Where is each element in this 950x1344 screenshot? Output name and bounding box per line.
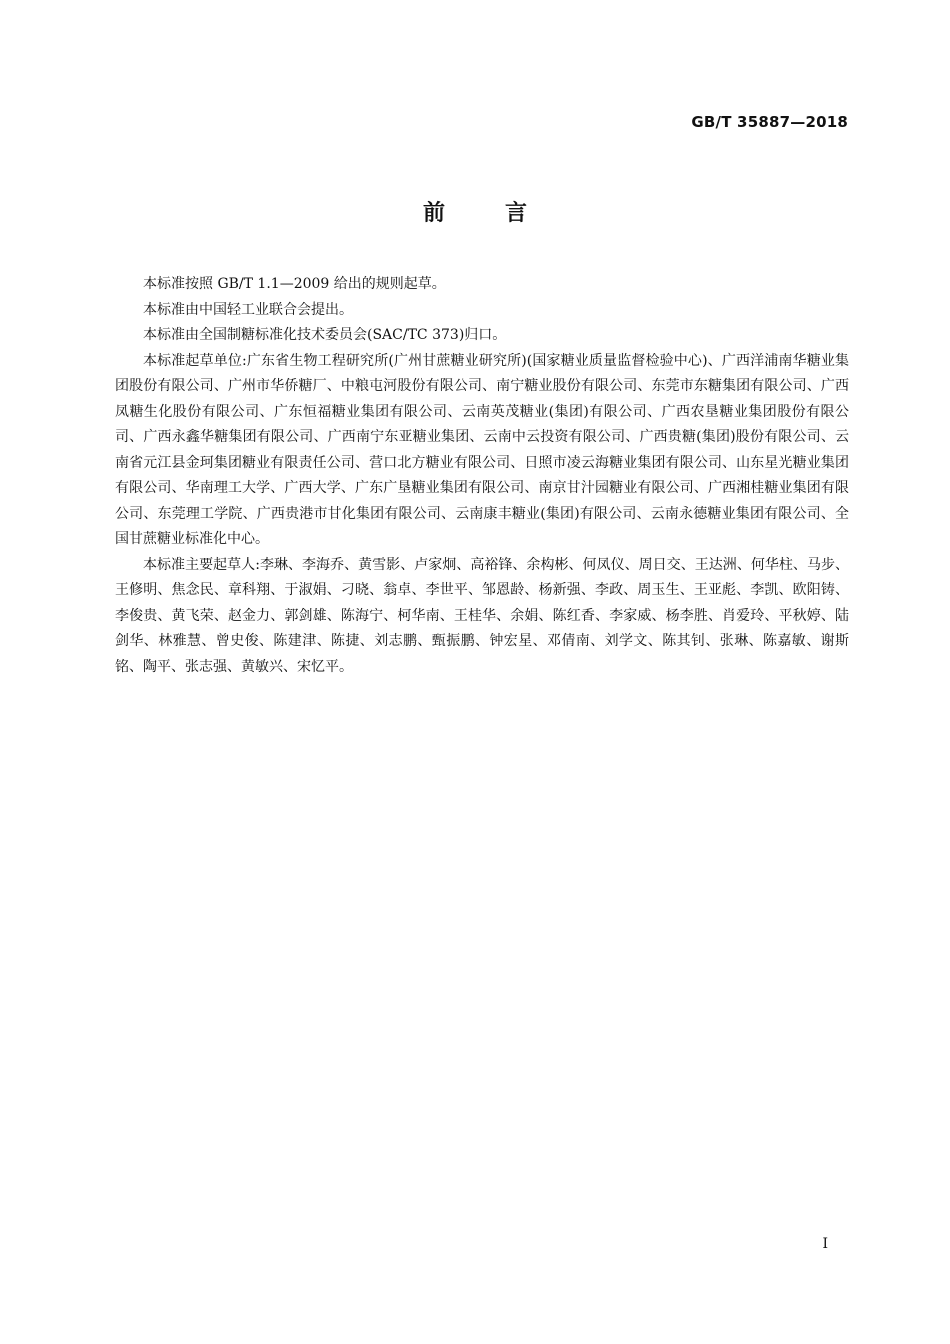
paragraph-drafting-units: 本标准起草单位:广东省生物工程研究所(广州甘蔗糖业研究所)(国家糖业质量监督检验中心)、广西洋浦南华糖业集团股份有限公司、广州市华侨糖厂、中粮屯河股份有限公司、南宁糖业股份有限公司、东莞市东糖集团有限公司、广西凤糖生化股份有限公司、广东恒福糖业集团有限公司、云南英茂糖业(集团)有限公司、广西农垦糖业集团股份有限公司、广西永鑫华糖集团有限公司、广西南宁东亚糖业集团、云南中云投资有限公司、广西贵糖(集团)股份有限公司、云南省元江县金珂集团糖业有限责任公司、营口北方糖业有限公司、日照市凌云海糖业集团有限公司、山东星光糖业集团有限公司、华南理工大学、广西大学、广东广垦糖业集团有限公司、南京甘汁园糖业有限公司、广西湘桂糖业集团有限公司、东莞理工学院、广西贵港市甘化集团有限公司、云南康丰糖业(集团)有限公司、云南永德糖业集团有限公司、全国甘蔗糖业标准化中心。 [115, 352, 849, 547]
page-title: 前言 [422, 201, 587, 226]
paragraph-drafting-rules: 本标准按照 GB/T 1.1—2009 给出的规则起草。 [143, 276, 446, 292]
paragraph-proposer: 本标准由中国轻工业联合会提出。 [143, 301, 353, 318]
paragraph-committee: 本标准由全国制糖标准化技术委员会(SAC/TC 373)归口。 [143, 327, 507, 343]
foreword-body [115, 272, 849, 680]
paragraph-drafters: 本标准主要起草人:李琳、李海乔、黄雪影、卢家炯、高裕锋、余构彬、何凤仪、周日交、王达洲、何华柱、马步、王修明、焦念民、章科翔、于淑娟、刁晓、翁卓、李世平、邹恩龄、杨新强、李政、周玉生、王亚彪、李凯、欧阳铸、李俊贵、黄飞荣、赵金力、郭剑雄、陈海宁、柯华南、王桂华、余娟、陈红香、李家威、杨李胜、肖爱玲、平秋婷、陆剑华、林雅慧、曾史俊、陈建津、陈捷、刘志鹏、甄振鹏、钟宏星、邓倩南、刘学文、陈其钊、张琳、陈嘉敏、谢斯铭、陶平、张志强、黄敏兴、宋忆平。 [115, 556, 849, 675]
page-number: I [822, 1236, 828, 1252]
standard-number: GB/T 35887—2018 [691, 113, 848, 131]
